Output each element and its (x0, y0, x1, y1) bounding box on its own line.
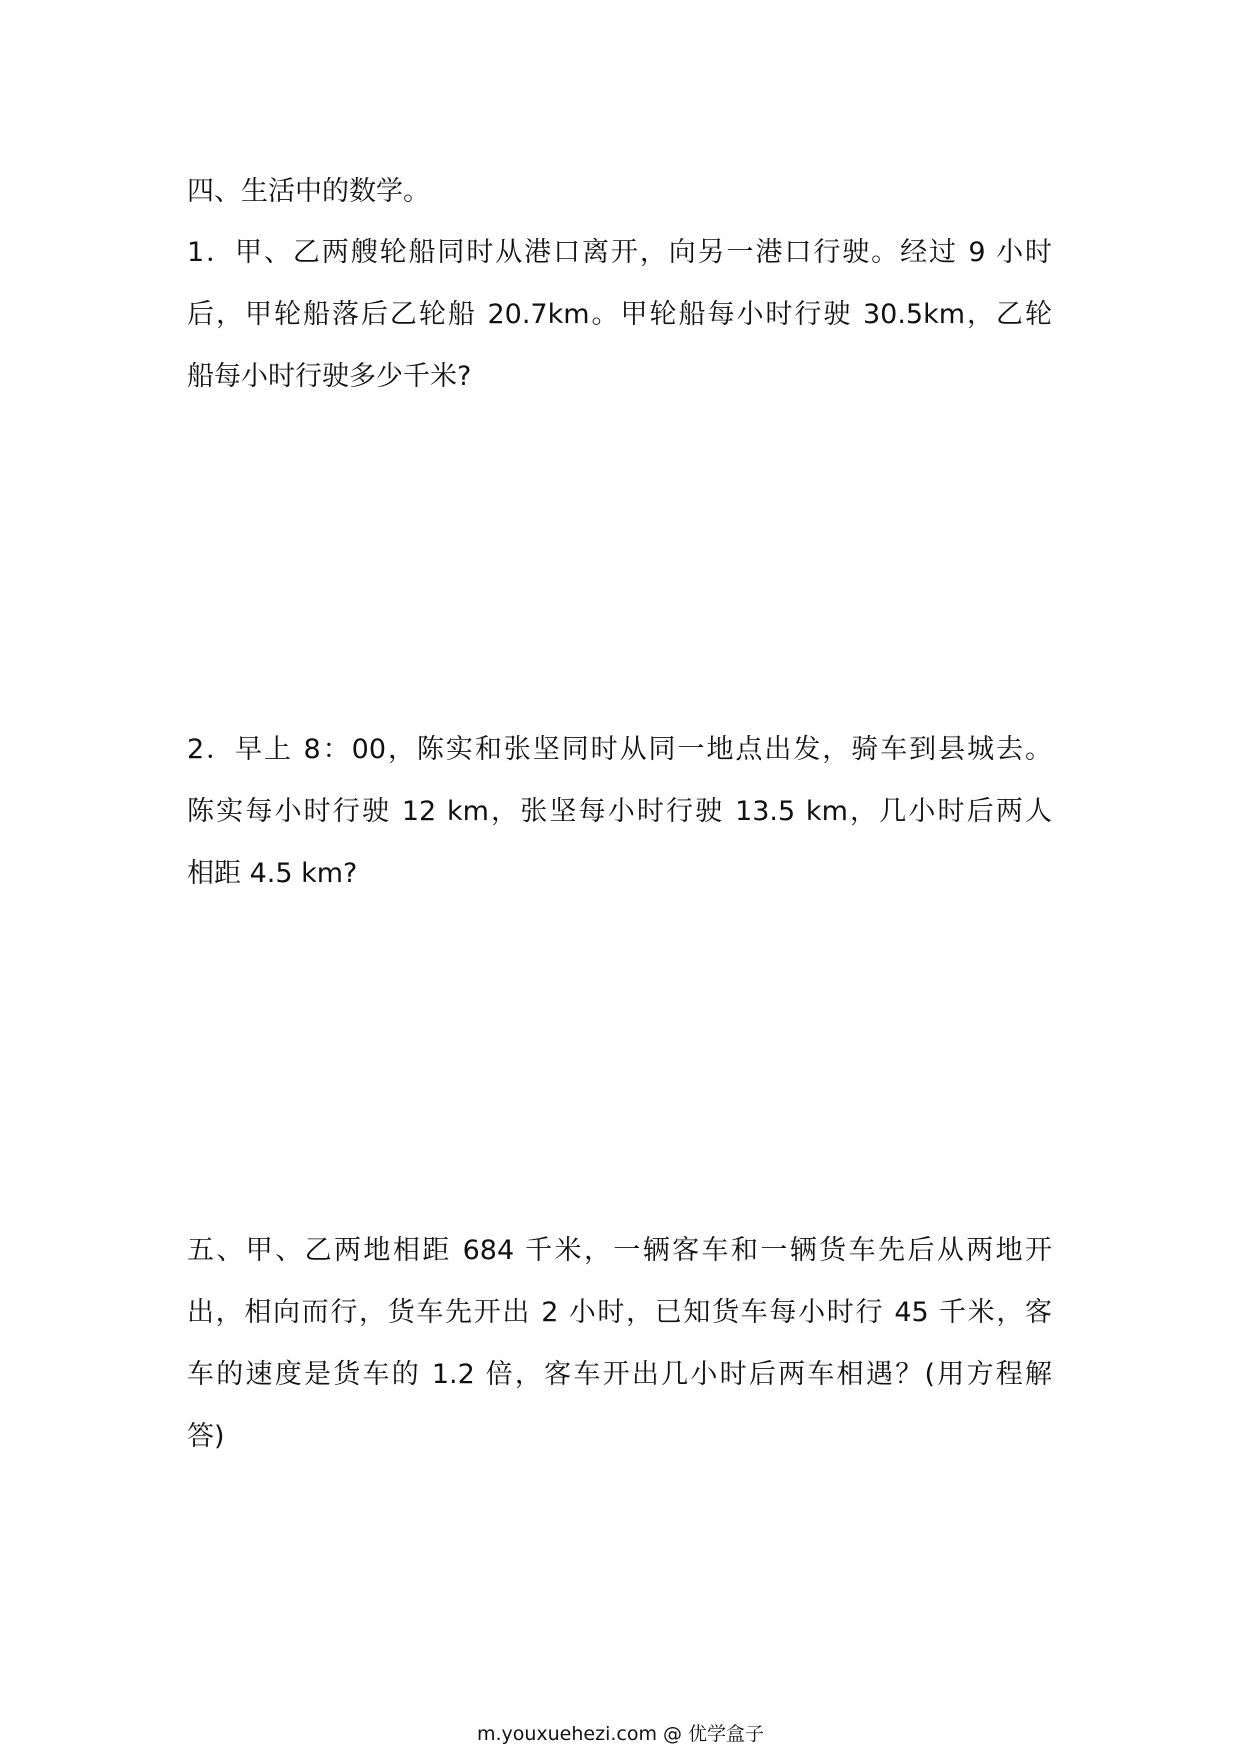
problem-2-line-2: 陈实每小时行驶 12 km，张坚每小时行驶 13.5 km，几小时后两人 (187, 796, 1052, 827)
problem-2-line-1: 2．早上 8：00，陈实和张坚同时从同一地点出发，骑车到县城去。 (187, 734, 1052, 765)
section-five-line-4: 答) (187, 1421, 225, 1452)
section-five-line-3: 车的速度是货车的 1.2 倍，客车开出几小时后两车相遇？(用方程解 (187, 1359, 1052, 1390)
problem-1 (187, 222, 1052, 408)
problem-2-line-3: 相距 4.5 km? (187, 858, 358, 889)
section-four-title: 四、生活中的数学。 (187, 176, 430, 207)
problem-1-line-2: 后，甲轮船落后乙轮船 20.7km。甲轮船每小时行驶 30.5km，乙轮 (187, 299, 1052, 330)
footer-watermark: m.youxuehezi.com @ 优学盒子 (476, 1723, 765, 1745)
section-five-problem (187, 1220, 1052, 1468)
problem-1-line-1: 1．甲、乙两艘轮船同时从港口离开，向另一港口行驶。经过 9 小时 (187, 237, 1052, 268)
section-five-line-1: 五、甲、乙两地相距 684 千米，一辆客车和一辆货车先后从两地开 (187, 1235, 1052, 1266)
problem-2 (187, 719, 1052, 905)
section-five-line-2: 出，相向而行，货车先开出 2 小时，已知货车每小时行 45 千米，客 (187, 1297, 1052, 1328)
problem-1-line-3: 船每小时行驶多少千米? (187, 361, 472, 392)
